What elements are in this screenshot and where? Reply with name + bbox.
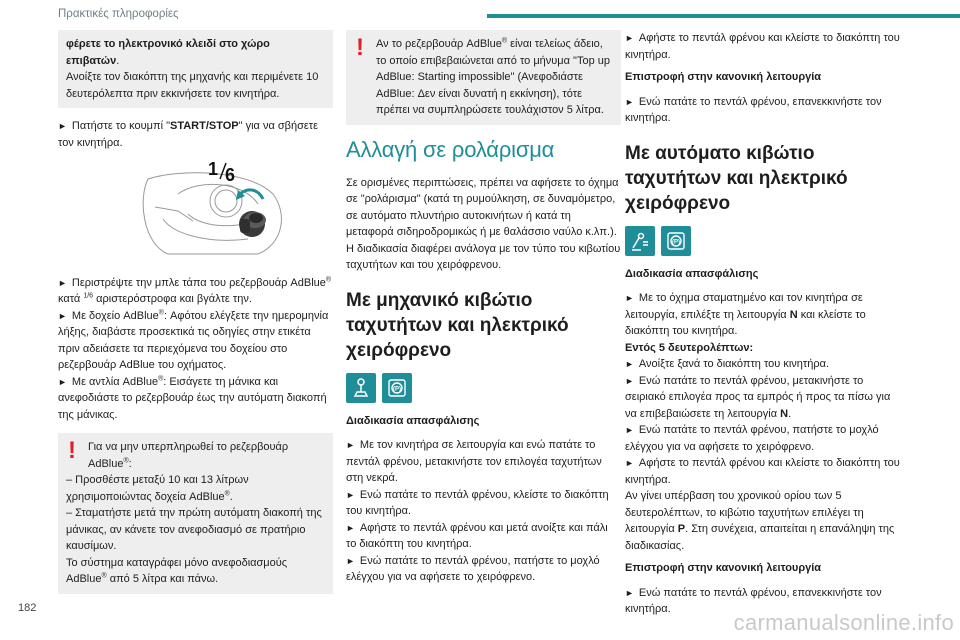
- svg-text:(P): (P): [672, 239, 680, 245]
- arrow-icon: ►: [346, 555, 355, 566]
- arrow-icon: ►: [346, 522, 355, 533]
- arrow-icon: ►: [58, 376, 67, 387]
- warning-icon: !: [68, 437, 76, 464]
- auto-step-2: ► Ανοίξτε ξανά το διακόπτη του κινητήρα.: [625, 358, 830, 370]
- arrow-icon: ►: [58, 277, 67, 288]
- svg-text:(P): (P): [393, 386, 401, 392]
- procedure-title: Διαδικασία απασφάλισης: [625, 267, 759, 280]
- within-five-seconds: Εντός 5 δευτερολέπτων:: [625, 341, 754, 354]
- adblue-cap-illustration: [58, 159, 333, 257]
- arrow-icon: ►: [58, 121, 67, 131]
- column-2: [346, 30, 621, 586]
- manual-step-1: ► Με τον κινητήρα σε λειτουργία και ενώ πατάτε το πεντάλ φρένου, μετακινήστε τον επιλογέα ταχυτήτων στη νεκρά.: [346, 439, 602, 484]
- header-title: Πρακτικές πληροφορίες: [58, 8, 179, 20]
- arrow-icon: ►: [625, 458, 634, 468]
- electric-parking-brake-icon: [382, 373, 412, 403]
- overfill-warning-box: ! Για να μην υπερπληρωθεί το ρεζερβουάρ AdBlue®: – Προσθέστε μεταξύ 10 και 13 λίτρων χρησιμοποιώντας δοχεία AdBlue®. – Σταματήστε μετά την πρώτη αυτόματη διακοπή της μάνικας, αν κάνετε τον ανεφοδιασμό σε πρατήριο καυσίμων. Το σύστημα καταγράφει μόνο ανεφοδιασμούς AdBlue® από 5 λίτρα και πάνω.: [58, 433, 333, 594]
- manual-icons: [346, 373, 621, 403]
- return-title-automatic: Επιστροφή στην κανονική λειτουργία: [625, 562, 822, 574]
- figure-label-six: 6: [225, 165, 236, 185]
- page-number: 182: [18, 602, 37, 614]
- return-step-automatic: ► Ενώ πατάτε το πεντάλ φρένου, επανεκκινήστε τον κινητήρα.: [625, 586, 882, 615]
- manual-step-3: ► Αφήστε το πεντάλ φρένου και μετά ανοίξτε και πάλι το διακόπτη του κινητήρα.: [346, 521, 608, 550]
- key-note-box: φέρετε το ηλεκτρονικό κλειδί στο χώρο επιβατών. Ανοίξτε τον διακόπτη της μηχανής και περιμένετε 10 δευτερόλεπτα πριν εκκινήσετε τον κινητήρα.: [58, 30, 333, 108]
- procedure-title: Διαδικασία απασφάλισης: [346, 414, 480, 427]
- subheading-manual-gearbox: Με μηχανικό κιβώτιο ταχυτήτων και ηλεκτρικό χειρόφρενο: [346, 289, 569, 361]
- auto-step-5: ► Αφήστε το πεντάλ φρένου και κλείστε το διακόπτη του κινητήρα.: [625, 457, 900, 486]
- electric-parking-brake-icon: [661, 226, 691, 256]
- warning-icon: !: [356, 34, 364, 61]
- key-note-bold: φέρετε το ηλεκτρονικό κλειδί στο χώρο επιβατών: [66, 38, 270, 67]
- arrow-icon: ►: [625, 587, 634, 598]
- arrow-icon: ►: [625, 96, 634, 107]
- step-stop-engine: ► Πατήστε το κουμπί "START/STOP" για να σβήσετε τον κινητήρα.: [58, 120, 319, 149]
- arrow-icon: ►: [346, 489, 355, 500]
- arrow-icon: ►: [625, 375, 634, 386]
- arrow-icon: ►: [625, 293, 634, 303]
- manual-step-2: ► Ενώ πατάτε το πεντάλ φρένου, κλείστε το διακόπτη του κινητήρα.: [346, 488, 609, 517]
- return-step-manual: ► Ενώ πατάτε το πεντάλ φρένου, επανεκκινήστε τον κινητήρα.: [625, 95, 882, 124]
- arrow-icon: ►: [346, 440, 355, 450]
- automatic-icons: [625, 226, 900, 256]
- step-turn-cap: ► Περιστρέψτε την μπλε τάπα του ρεζερβουάρ AdBlue® κατά $^{1/6}$ αριστερόστροφα και βγάλτε την.: [58, 275, 332, 305]
- section-heading-coasting: Αλλαγή σε ρολάρισμα: [346, 136, 555, 162]
- step-pump: ► Με αντλία AdBlue®: Εισάγετε τη μάνικα και ανεφοδιάστε το ρεζερβουάρ έως την αυτόματη διακοπή της μάνικας.: [58, 374, 327, 421]
- arrow-icon: ►: [625, 425, 634, 435]
- auto-step-1: ► Με το όχημα σταματημένο και τον κινητήρα σε λειτουργία, επιλέξτε τη λειτουργία N και κλείστε το διακόπτη του κινητήρα.: [625, 292, 866, 337]
- column-1: [58, 30, 333, 594]
- coast-text-2: Η διαδικασία διαφέρει ανάλογα με τον τύπο του κιβωτίου ταχυτήτων και του χειρόφρενου.: [346, 242, 621, 271]
- step-container: ► Με δοχείο AdBlue®: Αφότου ελέγξετε την ημερομηνία λήξης, διαβάστε προσεκτικά τις οδηγίες στην ετικέτα πριν αδειάσετε τα περιεχόμενα του δοχείου στο ρεζερβουάρ AdBlue του οχήματος.: [58, 308, 329, 371]
- arrow-icon: ►: [58, 310, 67, 321]
- subheading-automatic-gearbox: Με αυτόματο κιβώτιο ταχυτήτων και ηλεκτρικό χειρόφρενο: [625, 142, 848, 214]
- coast-text-1: Σε ορισμένες περιπτώσεις, πρέπει να αφήσετε το όχημα σε "ρολάρισμα" (κατά τη ρυμούλκηση, σε δυναμόμετρο, σε αυτόματο πλυντήριο αυτοκινήτων ή κατά τη μεταφορά σιδηροδρομικώς ή με θαλάσσιο ναύλο κ.λπ.).: [346, 176, 619, 238]
- key-note-text: Ανοίξτε τον διακόπτη της μηχανής και περιμένετε 10 δευτερόλεπτα πριν εκκινήσετε τον κινητήρα.: [66, 71, 319, 100]
- manual-step-4: ► Ενώ πατάτε το πεντάλ φρένου, πατήστε το μοχλό ελέγχου για να αφήσετε το χειρόφρενο.: [346, 554, 600, 583]
- manual-step-5: ► Αφήστε το πεντάλ φρένου και κλείστε το διακόπτη του κινητήρα.: [625, 32, 900, 61]
- gear-lever-icon: [346, 373, 376, 403]
- return-title-manual: Επιστροφή στην κανονική λειτουργία: [625, 71, 822, 83]
- timeout-note: Αν γίνει υπέρβαση του χρονικού ορίου των 5 δευτερολέπτων, το κιβώτιο ταχυτήτων επιλέγει τη λειτουργία P. Στη συνέχεια, απαιτείται η επανάληψη της διαδικασίας.: [625, 490, 895, 552]
- arrow-icon: ►: [625, 33, 634, 43]
- empty-tank-warning-box: ! Αν το ρεζερβουάρ AdBlue® είναι τελείως άδειο, το οποίο επιβεβαιώνεται από το μήνυμα "Top up AdBlue: Starting impossible" (Ανεφοδιάστε AdBlue: Δεν είναι δυνατή η εκκίνηση), τότε πρέπει να συμπληρώσετε τουλάχιστον 5 λίτρα.: [346, 30, 621, 125]
- column-3: [625, 30, 900, 618]
- watermark: carmanualsonline.info: [733, 610, 954, 635]
- figure-label-one: 1: [208, 159, 219, 179]
- arrow-icon: ►: [625, 359, 634, 369]
- auto-step-4: ► Ενώ πατάτε το πεντάλ φρένου, πατήστε το μοχλό ελέγχου για να αφήσετε το χειρόφρενο.: [625, 424, 879, 453]
- automatic-gearbox-icon: [625, 226, 655, 256]
- auto-step-3: ► Ενώ πατάτε το πεντάλ φρένου, μετακινήστε το σειριακό επιλογέα προς τα εμπρός ή προς τα πίσω για να επιβεβαιώσετε τη λειτουργία N.: [625, 374, 891, 420]
- header-accent-bar: [487, 14, 960, 18]
